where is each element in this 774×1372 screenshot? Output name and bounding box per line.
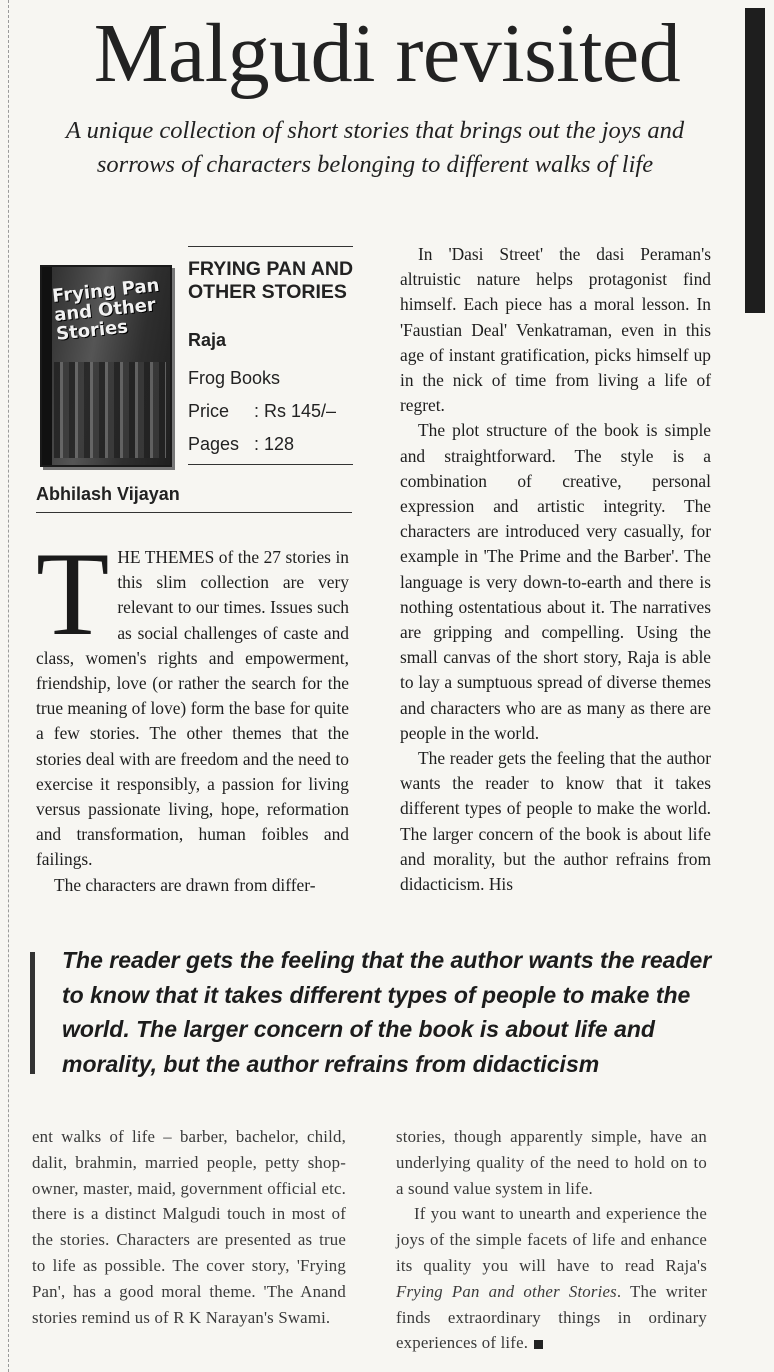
book-price bbox=[188, 401, 336, 422]
book-title-italic: Frying Pan and other Stories bbox=[396, 1281, 617, 1301]
cover-illustration bbox=[54, 362, 166, 458]
info-top-rule bbox=[188, 246, 353, 247]
paragraph bbox=[36, 527, 349, 873]
paragraph: The plot structure of the book is simple and straightforward. The style is a combination of creative, personal expression and artistic integrity. The characters are introduced very casually, for example in 'The Prime and the Barber'. The language is very down-to-earth and there is nothing ostentatious about it. The narratives are gripping and compelling. Using the small canvas of the short story, Raja is able to lay a sumptuous spread of diverse themes and characters who are as many as there are people in the world. bbox=[400, 420, 711, 743]
book-spine bbox=[42, 267, 52, 465]
paragraph-text: HE THEMES of the 27 stories in this slim collection are very relevant to our times. Issues such as social challenges of caste and class, women's rights and empowerment, friendship, love (or rather the search for the true meaning of love) form the base for quite a few stories. The other themes that the stories deal with are freedom and the need to exercise it responsibly, a passion for living versus passionate living, hope, reformation and transformation, human foibles and failings. bbox=[36, 547, 349, 870]
price-value: : Rs 145/– bbox=[254, 401, 337, 421]
subtitle: A unique collection of short stories that brings out the joys and sorrows of characters belonging to different walks of life bbox=[65, 117, 685, 178]
paragraph: The characters are drawn from differ- bbox=[54, 874, 316, 895]
book-pages bbox=[188, 434, 294, 455]
book-publisher: Frog Books bbox=[188, 368, 281, 388]
paragraph bbox=[396, 1201, 707, 1356]
column-left bbox=[36, 527, 349, 898]
byline-rule bbox=[36, 512, 352, 513]
pages-label: Pages bbox=[188, 434, 240, 454]
pull-quote-bar bbox=[30, 952, 35, 1074]
pull-quote: The reader gets the feeling that the author wants the reader to know that it takes different types of people to make the world. The larger concern of the book is about life and morality, but the author refrains from didacticism bbox=[62, 947, 712, 1077]
paragraph-text: If you want to unearth and experience the joys of the simple facets of life and enhance its quality you will have to read Raja's bbox=[396, 1204, 707, 1275]
paragraph: stories, though apparently simple, have an underlying quality of the need to hold on to a sound value system in life. bbox=[396, 1127, 707, 1198]
book-author: Raja bbox=[188, 330, 227, 350]
column-lower-right bbox=[396, 1124, 707, 1356]
paragraph: In 'Dasi Street' the dasi Peraman's altruistic nature helps protagonist find himself. Each piece has a moral lesson. In 'Faustian Deal' Venkatraman, even in this age of instant gratification, picks himself up in the nick of time from living a life of regret. bbox=[400, 244, 711, 416]
end-mark bbox=[534, 1340, 543, 1349]
paragraph-text: . The writer finds extraordinary things in ordinary experiences of life. bbox=[396, 1281, 708, 1353]
cover-title: Frying Pan and Other Stories bbox=[51, 274, 161, 345]
paragraph: ent walks of life – barber, bachelor, child, dalit, brahmin, married people, petty shop-owner, master, maid, government official etc. there is a distinct Malgudi touch in most of the stories. Characters are presented as true to life as possible. The cover story, 'Frying Pan', has a good moral theme. 'The Anand stories remind us of R K Narayan's Swami. bbox=[32, 1127, 346, 1327]
column-right bbox=[400, 242, 711, 897]
pages-value: : 128 bbox=[254, 434, 295, 454]
book-cover-image bbox=[40, 265, 172, 467]
reviewer-byline: Abhilash Vijayan bbox=[36, 484, 180, 504]
column-lower-left bbox=[32, 1124, 346, 1330]
price-label: Price bbox=[188, 401, 230, 421]
book-title: FRYING PAN AND OTHER STORIES bbox=[188, 258, 354, 303]
page-edge-rule bbox=[8, 0, 9, 1372]
info-bottom-rule bbox=[188, 464, 353, 465]
headline: Malgudi revisited bbox=[93, 7, 681, 100]
paragraph: The reader gets the feeling that the author wants the reader to know that it takes different types of people to make the world. The larger concern of the book is about life and morality, but the author refrains from didacticism. His bbox=[400, 748, 711, 895]
drop-cap: T bbox=[36, 527, 110, 660]
